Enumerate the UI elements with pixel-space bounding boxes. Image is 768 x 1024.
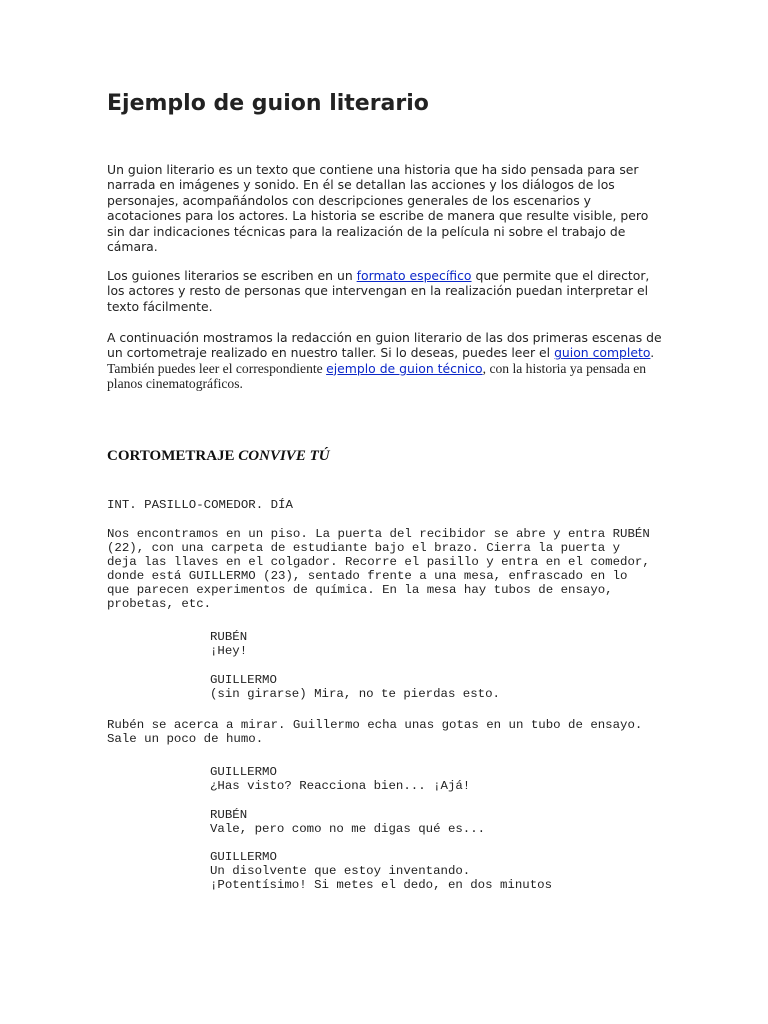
intro-paragraph-2-text-after: que permite que el director, los actores y resto de personas que intervengan en la realización puedan interpretar el texto fácilmente.: [107, 268, 650, 314]
dialogue-line: Vale, pero como no me digas qué es...: [210, 822, 486, 836]
dialogue-block: [210, 630, 247, 658]
scene-heading: INT. PASILLO-COMEDOR. DÍA: [107, 498, 293, 512]
script-heading-title: CONVIVE TÚ: [238, 448, 330, 464]
character-name: GUILLERMO: [210, 673, 277, 687]
character-name: RUBÉN: [210, 808, 248, 822]
intro-paragraph-2: [107, 268, 662, 314]
character-name: GUILLERMO: [210, 850, 277, 864]
page-title: Ejemplo de guion literario: [107, 91, 429, 116]
dialogue-line: (sin girarse) Mira, no te pierdas esto.: [210, 687, 500, 701]
intro-paragraph-3: [107, 330, 662, 392]
dialogue-block: [210, 808, 485, 836]
dialogue-block: [210, 765, 470, 793]
intro-paragraph-3-text-after: , con la historia ya pensada en planos cinematográficos.: [107, 360, 647, 392]
action-block-2: Rubén se acerca a mirar. Guillermo echa unas gotas en un tubo de ensayo. Sale un poco de humo.: [107, 718, 643, 746]
dialogue-line: Un disolvente que estoy inventando. ¡Potentísimo! Si metes el dedo, en dos minutos: [210, 864, 553, 892]
character-name: GUILLERMO: [210, 765, 277, 779]
intro-paragraph-2-text-before: Los guiones literarios se escriben en un: [107, 268, 357, 283]
action-block-1: Nos encontramos en un piso. La puerta del recibidor se abre y entra RUBÉN (22), con una carpeta de estudiante bajo el brazo. Cierra la puerta y deja las llaves en el colgador. Recorre el pasillo y entra en el comedor, donde está GUILLERMO (23), sentado frente a una mesa, enfrascado en lo que parecen experimentos de química. En la mesa hay tubos de ensayo, probetas, etc.: [107, 527, 650, 611]
dialogue-line: ¡Hey!: [210, 644, 248, 658]
dialogue-block: [210, 673, 500, 701]
guion-tecnico-link[interactable]: ejemplo de guion técnico: [326, 360, 483, 376]
dialogue-block: [210, 850, 552, 892]
formato-especifico-link[interactable]: formato específico: [356, 268, 472, 283]
character-name: RUBÉN: [210, 630, 248, 644]
intro-paragraph-3-text-middle: . También puedes leer el correspondiente: [107, 345, 654, 376]
intro-paragraph-1: Un guion literario es un texto que contiene una historia que ha sido pensada para ser narrada en imágenes y sonido. En él se detallan las acciones y los diálogos de los personajes, acompañándolos con descripciones generales de los escenarios y acotaciones para los actores. La historia se escribe de manera que resulte visible, pero sin dar indicaciones técnicas para la realización de la película ni sobre el trabajo de cámara.: [107, 162, 649, 255]
script-heading-prefix: CORTOMETRAJE: [107, 448, 239, 464]
guion-completo-link[interactable]: guion completo: [554, 345, 651, 361]
script-heading: [107, 447, 330, 465]
intro-paragraph-3-text-before: A continuación mostramos la redacción en guion literario de las dos primeras escenas de un cortometraje realizado en nuestro taller. Si lo deseas, puedes leer el: [107, 330, 662, 361]
dialogue-line: ¿Has visto? Reacciona bien... ¡Ajá!: [210, 779, 471, 793]
